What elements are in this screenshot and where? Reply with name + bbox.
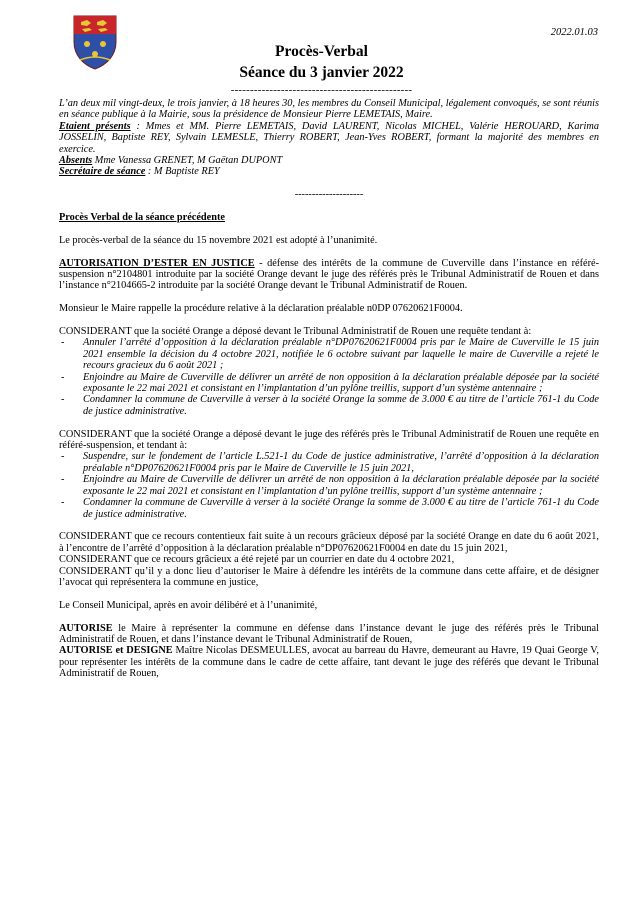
ester-text: - défense des intérêts de la commune de Cuverville dans l’instance en référé-suspension n°2104801 introduite par la société Orange devant le juge des référés près le Tribunal Administratif de Rouen et dans l’instance n°2104665-2 introduite par la société Orange devant le Tribunal Administratif de Rouen. (59, 257, 600, 292)
absent-label: Absents (59, 155, 93, 167)
list-item: - Condamner la commune de Cuverville à verser à la société Orange la somme de 3.000 € au titre de l’article 761-1 du Code de justice administrative. (59, 394, 599, 417)
absent-members (59, 155, 599, 166)
autorise-label: AUTORISE (59, 622, 113, 634)
list-item: - Enjoindre au Maire de Cuverville de délivrer un arrêté de non opposition à la déclaration préalable déposée par la société exposante le 22 mai 2021 et consistant en l’implantation d’un pylône treillis, support d’un système antennaire ; (59, 372, 599, 395)
intro-paragraph: L’an deux mil vingt-deux, le trois janvier, à 18 heures 30, les membres du Conseil Municipal, légalement convoqués, se sont réunis en séance publique à la Mairie, sous la présidence de Monsieur Pierre LEMETAIS, Maire. (59, 98, 599, 121)
document-reference: 2022.01.03 (550, 27, 598, 38)
list-item: - Annuler l’arrêté d’opposition à la déclaration préalable n°DP07620621F0004 pris par le Maire de Cuverville le 15 juin 2021 ensemble la décision du 4 octobre 2021, notifiée le 6 octobre suivant par laquelle le maire de Cuverville a rejeté le recours gracieux du 6 août 2021 ; (59, 337, 599, 371)
list-item: - Enjoindre au Maire de Cuverville de délivrer un arrêté de non opposition à la déclaration préalable déposée par la société exposante le 22 mai 2021 et consistant en l’implantation d’un pylône treillis, support d’un système antennaire ; (59, 474, 599, 497)
designe-text: Maître Nicolas DESMEULLES, avocat au barreau du Havre, demeurant au Havre, 19 Quai George V, pour représenter les intérêts de la commune dans le cadre de cette affaire, tant devant le juge des référés que devant le Tribunal Administratif de Rouen, (59, 645, 599, 680)
considerant-4: CONSIDERANT que ce recours grâcieux a été rejeté par un courrier en date du 4 octobre 2021, (59, 554, 455, 566)
considerant-1: CONSIDERANT que la société Orange a déposé devant le Tribunal Administratif de Rouen une requête tendant à: (59, 326, 532, 338)
secretary-label: Secrétaire de séance (59, 166, 146, 178)
section-separator: -------------------- (294, 189, 364, 201)
pv-heading: Procès Verbal de la séance précédente (59, 212, 225, 224)
mayor-reminder: Monsieur le Maire rappelle la procédure relative à la déclaration préalable n0DP 07620621F0004. (59, 303, 463, 315)
designe-label: AUTORISE et DESIGNE (59, 645, 173, 657)
request-list-2 (59, 451, 599, 519)
designe-paragraph (59, 645, 599, 679)
autorise-text: le Maire à représenter la commune en défense dans l’instance devant le juge des référés près le Tribunal Administratif de Rouen, et dans l’instance devant le Tribunal Administratif de Rouen, (59, 622, 599, 645)
ester-heading: AUTORISATION D’ESTER EN JUSTICE (59, 257, 255, 269)
secretary (59, 166, 599, 177)
pv-text: Le procès-verbal de la séance du 15 novembre 2021 est adopté à l’unanimité. (59, 234, 378, 246)
page-title: Procès-Verbal (275, 43, 368, 60)
secretary-text: : M Baptiste REY (145, 166, 220, 178)
coat-of-arms-logo (72, 14, 118, 70)
present-label: Etaient présents (59, 120, 131, 132)
list-item: - Condamner la commune de Cuverville à verser à la société Orange la somme de 3.000 € au titre de l’article 761-1 du Code de justice administrative. (59, 497, 599, 520)
present-text: : Mmes et MM. Pierre LEMETAIS, David LAURENT, Nicolas MICHEL, Valérie HEROUARD, Karima JOSSELIN, Baptiste REY, Sylvain LEMESLE, Thierry ROBERT, Jean-Yves ROBERT, formant la majorité des membres en exercice. (59, 120, 599, 155)
autorise-paragraph (59, 623, 599, 646)
list-item: - Suspendre, sur le fondement de l’article L.521-1 du Code de justice administrative, l’arrêté d’opposition à la déclaration préalable n°DP07620621F0004 pris par le Maire de Cuverville le 15 juin 2021, (59, 451, 599, 474)
document-body (59, 98, 599, 680)
absent-text: Mme Vanessa GRENET, M Gaëtan DUPONT (92, 155, 283, 167)
present-members (59, 121, 599, 155)
title-separator: ----------------------------------------------- (230, 84, 413, 96)
ester-paragraph (59, 258, 599, 292)
page-subtitle: Séance du 3 janvier 2022 (239, 64, 404, 81)
considerant-2: CONSIDERANT que la société Orange a déposé devant le juge des référés près le Tribunal Administratif de Rouen une requête en référé-suspension, et tendant à: (59, 428, 599, 452)
council-deliberation: Le Conseil Municipal, après en avoir délibéré et à l’unanimité, (59, 599, 318, 611)
considerant-3: CONSIDERANT que ce recours contentieux fait suite à un recours grâcieux déposé par la société Orange en date du 6 août 2021, à l’encontre de l’arrêté d’opposition à la déclaration préalable n°DP07620621F0004 en date du 15 juin 2021, (59, 531, 599, 554)
considerant-5: CONSIDERANT qu’il y a donc lieu d’autoriser le Maire à défendre les intérêts de la commune dans cette affaire, et de désigner l’avocat qui représentera la commune en justice, (59, 565, 599, 588)
request-list-1 (59, 337, 599, 417)
